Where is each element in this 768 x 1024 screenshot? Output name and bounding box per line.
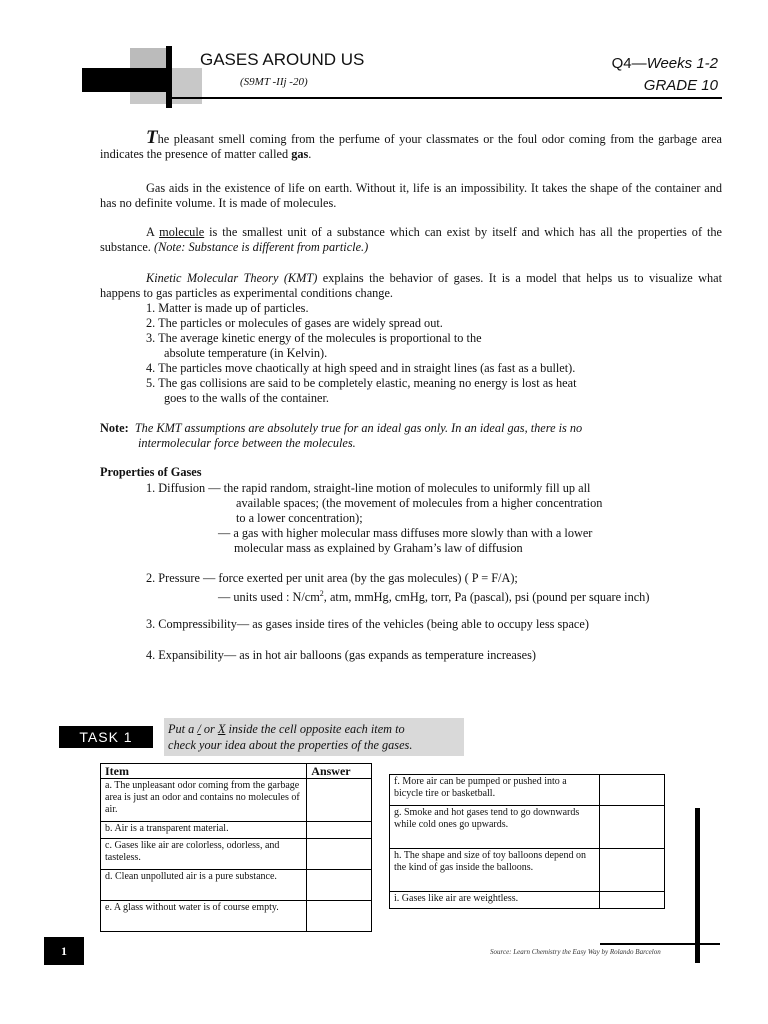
task-table-right [389, 774, 665, 909]
table-row [101, 870, 372, 901]
item-text: d. Clean unpolluted air is a pure substance. [101, 870, 307, 901]
property-compressibility: 3. Compressibility— as gases inside tires of the vehicles (being able to occupy less space) [146, 617, 589, 631]
kmt-note: Note: The KMT assumptions are absolutely true for an ideal gas only. In an ideal gas, there is no intermolecular force between the molecules. [100, 421, 583, 450]
answer-cell[interactable] [307, 870, 372, 901]
table-row [390, 892, 665, 909]
table-row [101, 822, 372, 839]
answer-cell[interactable] [599, 849, 664, 892]
table-row [390, 806, 665, 849]
quarter-weeks: Q4—Weeks 1-2 [611, 55, 718, 72]
list-item: absolute temperature (in Kelvin). [164, 346, 328, 360]
item-text: f. More air can be pumped or pushed into a bicycle tire or basketball. [390, 775, 600, 806]
answer-cell[interactable] [599, 775, 664, 806]
column-header-answer: Answer [307, 764, 372, 779]
item-text: g. Smoke and hot gases tend to go downwards while cold ones go upwards. [390, 806, 600, 849]
property-pressure: 2. Pressure — force exerted per unit area (by the gas molecules) ( P = F/A); — units used : $N/cm^2$, atm, mmHg, cmHg, torr, Pa (pascal), psi (pound per square inch) [146, 571, 650, 605]
property-diffusion: 1. Diffusion — the rapid random, straight-line motion of molecules to uniformly fill up all available spaces; (the movement of molecules from a higher concentration to a lower concentration); — a gas with higher molecular mass diffuses more slowly than with a lower molecular mass as explained by Graham’s law of diffusion [146, 481, 603, 555]
table-row [390, 775, 665, 806]
item-text: c. Gases like air are colorless, odorless, and tasteless. [101, 839, 307, 870]
list-item: 5. The gas collisions are said to be completely elastic, meaning no energy is lost as heat [146, 376, 577, 390]
list-item: goes to the walls of the container. [164, 391, 329, 405]
task-instructions: Put a / or X inside the cell opposite each item to check your idea about the properties of the gases. [164, 718, 464, 756]
page-title: GASES AROUND US [200, 50, 365, 69]
corner-rule [600, 943, 720, 945]
source-citation: Source: Learn Chemistry the Easy Way by Rolando Barcelon [490, 948, 661, 956]
answer-cell[interactable] [599, 806, 664, 849]
list-item: 1. Matter is made up of particles. [146, 301, 309, 315]
header-black-block [82, 68, 170, 92]
answer-cell[interactable] [307, 822, 372, 839]
table-row [390, 849, 665, 892]
competency-code: (S9MT -IIj -20) [240, 76, 308, 88]
header-gray-block [130, 48, 170, 68]
item-text: a. The unpleasant odor coming from the garbage area is just an odor and contains no molecules of air. [101, 779, 307, 822]
answer-cell[interactable] [307, 839, 372, 870]
kmt-list [146, 301, 577, 406]
item-text: i. Gases like air are weightless. [390, 892, 600, 909]
list-item: 4. The particles move chaotically at high speed and in straight lines (as fast as a bullet). [146, 361, 576, 375]
list-item: 2. The particles or molecules of gases are widely spread out. [146, 316, 443, 330]
grade-level: GRADE 10 [643, 77, 718, 94]
task-table-left [100, 763, 372, 932]
header-rule [172, 97, 722, 99]
table-row [101, 839, 372, 870]
table-row [101, 901, 372, 932]
list-item: 3. The average kinetic energy of the molecules is proportional to the [146, 331, 482, 345]
item-text: h. The shape and size of toy balloons depend on the kind of gas inside the balloons. [390, 849, 600, 892]
answer-cell[interactable] [307, 779, 372, 822]
table-row [101, 779, 372, 822]
answer-cell[interactable] [307, 901, 372, 932]
corner-vertical-bar [695, 808, 700, 963]
column-header-item: Item [101, 764, 307, 779]
intro-paragraph-1: The pleasant smell coming from the perfume of your classmates or the foul odor coming from the garbage area indicates the presence of matter called gas. [100, 127, 722, 161]
properties-heading: Properties of Gases [100, 465, 202, 479]
page-number: 1 [44, 937, 84, 965]
task-label: TASK 1 [59, 726, 153, 748]
item-text: e. A glass without water is of course empty. [101, 901, 307, 932]
item-text: b. Air is a transparent material. [101, 822, 307, 839]
intro-paragraph-3: A molecule is the smallest unit of a substance which can exist by itself and which has all the properties of the substance. (Note: Substance is different from particle.) [100, 225, 722, 254]
property-expansibility: 4. Expansibility— as in hot air balloons (gas expands as temperature increases) [146, 648, 536, 662]
intro-paragraph-2: Gas aids in the existence of life on earth. Without it, life is an impossibility. It takes the shape of the container and has no definite volume. It is made of molecules. [100, 181, 722, 210]
intro-paragraph-4: Kinetic Molecular Theory (KMT) explains the behavior of gases. It is a model that helps us to visualize what happens to gas particles as experimental conditions change. [100, 271, 722, 300]
answer-cell[interactable] [599, 892, 664, 909]
